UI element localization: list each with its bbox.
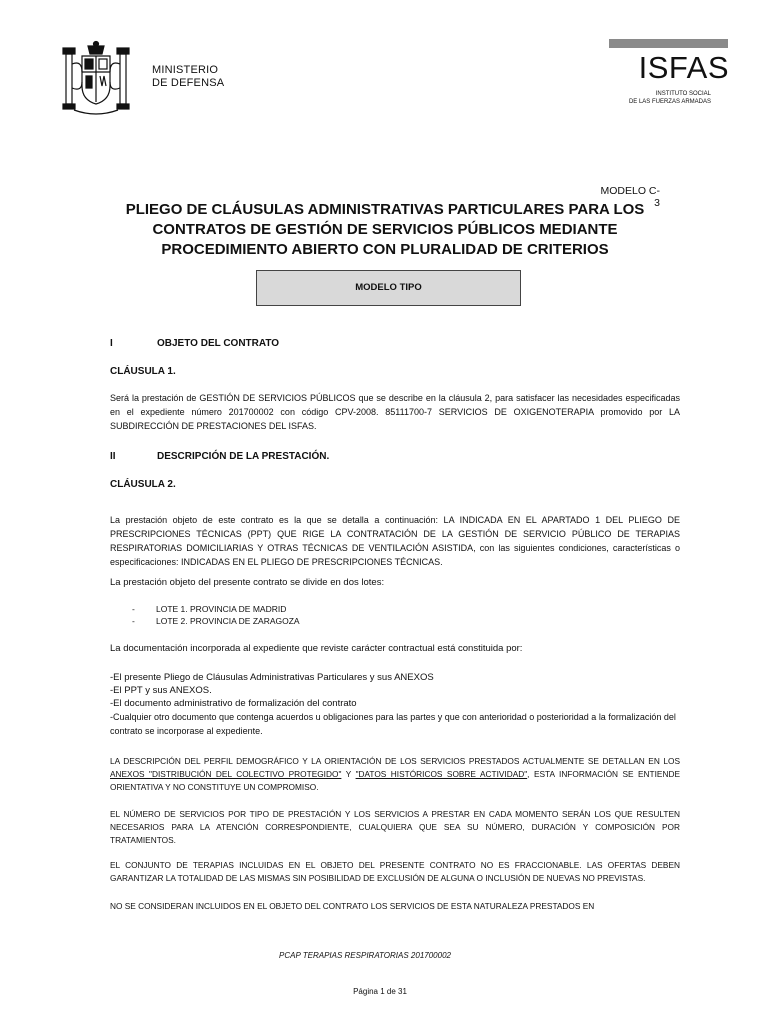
annex-history-link[interactable]: "DATOS HISTÓRICOS SOBRE ACTIVIDAD" bbox=[355, 769, 528, 779]
lots-intro: La prestación objeto del presente contrato se divide en dos lotes: bbox=[110, 577, 385, 588]
isfas-logo-text: ISFAS bbox=[638, 50, 729, 85]
section-1-title: OBJETO DEL CONTRATO bbox=[157, 338, 280, 349]
clause-1-text: Será la prestación de GESTIÓN DE SERVICIOS PÚBLICOS que se describe en la cláusula 2, para satisfacer las necesidades especificadas en el expediente número 201700002 con código CPV-2008. 85111700-7 SERVICIOS DE OXIGENOTERAPIA promovido por LA SUBDIRECCIÓN DE PRESTACIONES DEL ISFAS. bbox=[110, 393, 680, 431]
coat-of-arms-icon bbox=[60, 40, 132, 118]
ministry-name bbox=[152, 64, 224, 90]
section-2-number: II bbox=[110, 451, 116, 462]
list-item bbox=[110, 615, 610, 627]
ministry-line-1: MINISTERIO bbox=[152, 64, 219, 76]
profile-text-end: , ESTA INFORMACIÓN SE ENTIENDE ORIENTATIVA Y NO CONSTITUYE UN COMPROMISO. bbox=[110, 769, 680, 792]
list-item: -El PPT y sus ANEXOS. bbox=[110, 685, 212, 696]
section-2-title: DESCRIPCIÓN DE LA PRESTACIÓN. bbox=[157, 451, 330, 462]
lot-1: LOTE 1. PROVINCIA DE MADRID bbox=[156, 604, 287, 614]
annex-distribution-link[interactable]: ANEXOS "DISTRIBUCIÓN DEL COLECTIVO PROTEGIDO" bbox=[110, 769, 342, 779]
isfas-subtitle bbox=[600, 90, 711, 106]
ministry-line-2: DE DEFENSA bbox=[152, 77, 225, 89]
list-item: -El documento administrativo de formalización del contrato bbox=[110, 698, 357, 709]
list-dash: - bbox=[132, 604, 135, 614]
profile-text-start: LA DESCRIPCIÓN DEL PERFIL DEMOGRÁFICO Y LA ORIENTACIÓN DE LOS SERVICIOS PRESTADOS ACTUALMENTE SE DETALLAN EN LOS bbox=[110, 756, 680, 766]
title-line-3: PROCEDIMIENTO ABIERTO CON PLURALIDAD DE CRITERIOS bbox=[161, 241, 609, 258]
list-item: -El presente Pliego de Cláusulas Administrativas Particulares y sus ANEXOS bbox=[110, 672, 434, 683]
document-title bbox=[100, 200, 670, 260]
clause-1-heading: CLÁUSULA 1. bbox=[110, 366, 176, 377]
page-number: Página 1 de 31 bbox=[353, 987, 407, 996]
page-footer: PCAP TERAPIAS RESPIRATORIAS 201700002 bbox=[279, 951, 451, 960]
section-1-number: I bbox=[110, 338, 113, 349]
lots-list bbox=[110, 603, 610, 627]
isfas-logo-bar bbox=[609, 39, 728, 48]
modelo-label: MODELO C-3 bbox=[600, 185, 660, 209]
title-line-1: PLIEGO DE CLÁUSULAS ADMINISTRATIVAS PARTICULARES PARA LOS bbox=[125, 201, 645, 218]
profile-text-mid: Y bbox=[341, 769, 356, 779]
title-line-2: CONTRATOS DE GESTIÓN DE SERVICIOS PÚBLICOS MEDIANTE bbox=[152, 221, 618, 238]
therapies-paragraph: EL CONJUNTO DE TERAPIAS INCLUIDAS EN EL OBJETO DEL PRESENTE CONTRATO NO ES FRACCIONABLE. LAS OFERTAS DEBEN GARANTIZAR LA TOTALIDAD DE LAS MISMAS SIN POSIBILIDAD DE EXCLUSIÓN DE ALGUNA O INCLUSIÓN DE NUEVAS NO PREVISTAS. bbox=[110, 860, 680, 883]
list-dash: - bbox=[132, 616, 135, 626]
exclusions-paragraph: NO SE CONSIDERAN INCLUIDOS EN EL OBJETO DEL CONTRATO LOS SERVICIOS DE ESTA NATURALEZA PRESTADOS EN bbox=[110, 901, 595, 911]
isfas-sub-line-2: DE LAS FUERZAS ARMADAS bbox=[628, 99, 711, 105]
isfas-sub-line-1: INSTITUTO SOCIAL bbox=[655, 91, 711, 97]
docs-intro: La documentación incorporada al expediente que reviste carácter contractual está constituida por: bbox=[110, 643, 523, 654]
list-item bbox=[110, 603, 610, 615]
clause-2-text: La prestación objeto de este contrato es la que se detalla a continuación: LA INDICADA EN EL APARTADO 1 DEL PLIEGO DE PRESCRIPCIONES TÉCNICAS (PPT) QUE RIGE LA CONTRATACIÓN DE LA GESTIÓN DE SERVICIO PÚBLICO DE TERAPIAS RESPIRATORIAS DOMICILIARIAS Y OTRAS TÉCNICAS DE VENTILACIÓN ASISTIDA, con las siguientes condiciones, características o especificaciones: INDICADAS EN EL PLIEGO DE PRESCRIPCIONES TÉCNICAS. bbox=[110, 515, 680, 567]
services-paragraph: EL NÚMERO DE SERVICIOS POR TIPO DE PRESTACIÓN Y LOS SERVICIOS A PRESTAR EN CADA MOMENTO SERÁN LOS QUE RESULTEN NECESARIOS PARA LA ATENCIÓN CORRESPONDIENTE, CUALQUIERA QUE SEA SU NÚMERO, DURACIÓN Y COMPOSICIÓN POR TRATAMIENTOS. bbox=[110, 809, 680, 845]
modelo-tipo-box: MODELO TIPO bbox=[256, 270, 521, 306]
profile-paragraph bbox=[110, 755, 680, 794]
clause-2-heading: CLÁUSULA 2. bbox=[110, 479, 176, 490]
list-item: -Cualquier otro documento que contenga acuerdos u obligaciones para las partes y que con anterioridad o posterioridad a la formalización del contrato se incorporase al expediente. bbox=[110, 712, 676, 736]
lot-2: LOTE 2. PROVINCIA DE ZARAGOZA bbox=[156, 616, 300, 626]
docs-list bbox=[110, 671, 680, 738]
